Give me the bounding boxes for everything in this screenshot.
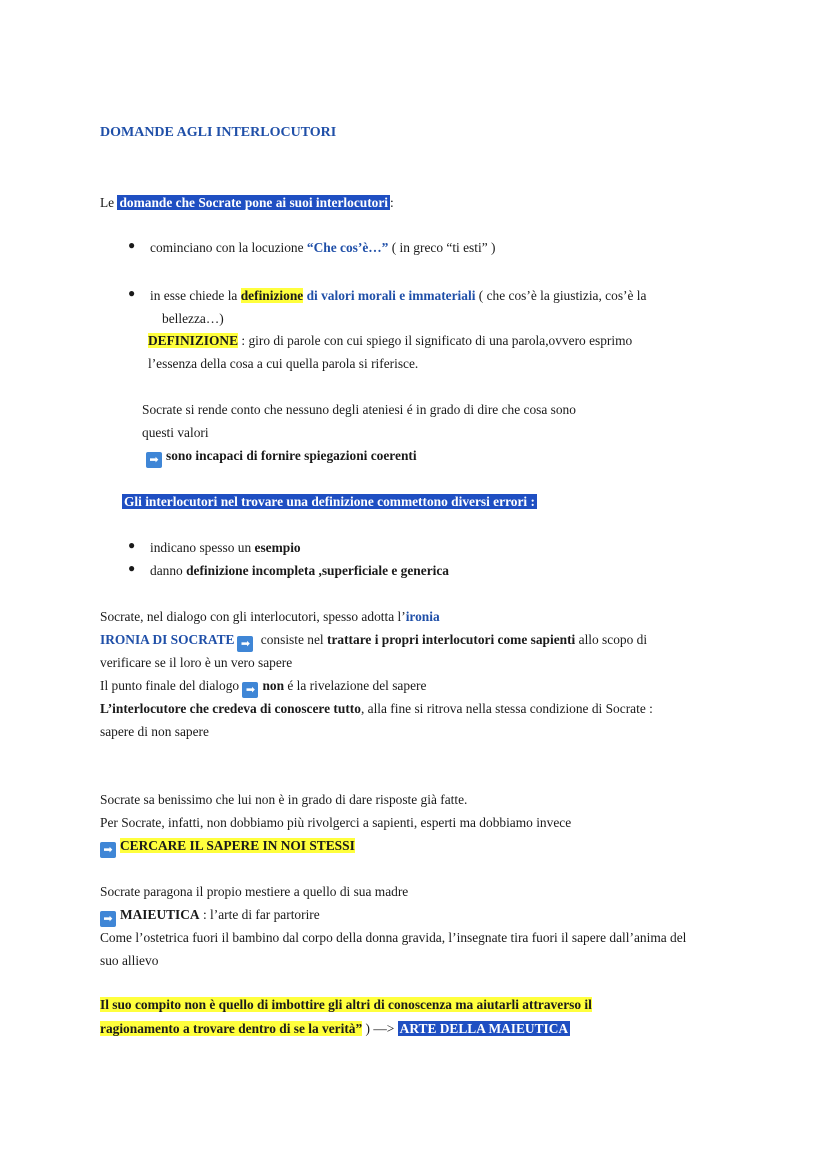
ironia-2b: consiste nel [257,632,327,647]
ironia-1a: Socrate, nel dialogo con gli interlocutori, spesso adotta l’ [100,609,406,624]
bullet-2-cont: bellezza…) [162,311,224,326]
errore-2-b: definizione incompleta ,superficiale e generica [186,563,450,578]
definizione-line [148,329,632,352]
maieutica-line-3: Come l’ostetrica fuori il bambino dal corpo della donna gravida, l’insegnate tira fuori il sapere dall’anima del [100,930,687,945]
errori-title: Gli interlocutori nel trovare una definizione commettono diversi errori : [124,494,535,509]
ateniesi-line-3 [146,444,417,468]
maieutica-label: MAIEUTICA [120,907,200,922]
ironia-line-4 [100,674,426,698]
ironia-5a: L’interlocutore che credeva di conoscere tutto [100,701,361,716]
definizione-label: DEFINIZIONE [148,333,239,348]
ironia-line-6: sapere di non sapere [100,724,209,739]
page-title: DOMANDE AGLI INTERLOCUTORI [100,125,337,140]
ateniesi-line-1: Socrate si rende conto che nessuno degli ateniesi é in grado di dire che cosa sono [142,402,576,417]
bullet-2-a: in esse chiede la [150,288,241,303]
conclusione-line-2 [100,1017,570,1040]
bullet-dot: ● [128,238,136,252]
sapere-line-3 [100,834,355,858]
definizione-text: : giro di parole con cui spiego il significato di una parola,ovvero esprimo [238,333,633,348]
ironia-2c: trattare i propri interlocutori come sapienti [326,632,576,647]
conclusione-line-1 [100,993,592,1016]
conclusione-2b: ) —> [362,1021,398,1036]
errore-1-a: indicano spesso un [150,540,255,555]
maieutica-line-1: Socrate paragona il propio mestiere a quello di sua madre [100,884,409,899]
arrow-icon: ➡ [146,452,162,468]
intro-highlight: domande che Socrate pone ai suoi interlocutori [119,195,389,210]
sapere-line-1: Socrate sa benissimo che lui non è in grado di dare risposte già fatte. [100,792,468,807]
ironia-1b: ironia [405,609,440,624]
ateniesi-conclusion: sono incapaci di fornire spiegazioni coerenti [166,448,417,463]
conclusione-2a: ragionamento a trovare dentro di se la verità” [100,1021,363,1036]
bullet-dot: ● [128,538,136,552]
bullet-2-c: di valori morali e immateriali [303,288,476,303]
bullet-1-b: “Che cos’è…” [306,240,389,255]
ironia-4c: é la rivelazione del sapere [284,678,427,693]
arrow-icon: ➡ [100,911,116,927]
ironia-4b: non [262,678,285,693]
bullet-2-d: ( che cos’è la giustizia, cos’è la [475,288,647,303]
bullet-2 [150,284,646,307]
definizione-cont: l’essenza della cosa a cui quella parola si riferisce. [148,356,419,371]
ironia-2d: allo scopo di [575,632,648,647]
errore-2 [150,559,449,582]
bullet-2-b: definizione [240,288,304,303]
intro-a: Le [100,195,118,210]
arrow-icon: ➡ [100,842,116,858]
ironia-4a: Il punto finale del dialogo [100,678,243,693]
maieutica-line-2 [100,903,320,927]
errore-1-b: esempio [254,540,301,555]
arrow-icon: ➡ [237,636,253,652]
ironia-label: IRONIA DI SOCRATE [100,632,235,647]
ateniesi-line-2: questi valori [142,425,209,440]
ironia-line-3: verificare se il loro è un vero sapere [100,655,293,670]
bullet-1-c: ( in greco “ti esti” ) [388,240,496,255]
bullet-1 [150,236,495,259]
bullet-dot: ● [128,286,136,300]
maieutica-2b: : l’arte di far partorire [199,907,320,922]
sapere-highlight: CERCARE IL SAPERE IN NOI STESSI [120,838,355,853]
sapere-line-2: Per Socrate, infatti, non dobbiamo più rivolgerci a sapienti, esperti ma dobbiamo invece [100,815,572,830]
bullet-1-a: cominciano con la locuzione [150,240,307,255]
intro-c: : [390,195,394,210]
arrow-icon: ➡ [242,682,258,698]
maieutica-line-4: suo allievo [100,953,159,968]
intro-line [100,191,394,214]
errore-2-a: danno [150,563,187,578]
conclusione-2c: ARTE DELLA MAIEUTICA [399,1021,569,1036]
ironia-line-1 [100,605,440,628]
errore-1 [150,536,301,559]
bullet-dot: ● [128,561,136,575]
ironia-line-5 [100,697,653,720]
ironia-line-2 [100,628,647,652]
conclusione-1: Il suo compito non è quello di imbottire gli altri di conoscenza ma aiutarli attraverso il [100,997,592,1012]
ironia-5b: , alla fine si ritrova nella stessa condizione di Socrate : [360,701,653,716]
errori-heading [122,490,537,513]
